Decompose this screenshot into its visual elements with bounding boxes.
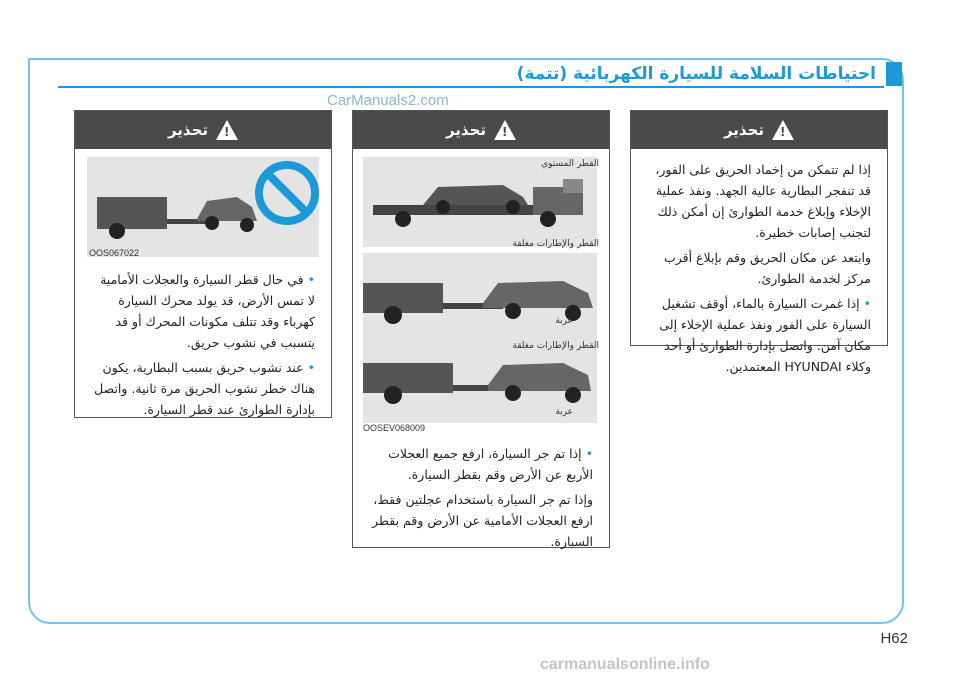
- image-code: OOSEV068009: [363, 423, 426, 433]
- image-code: OOS067022: [89, 248, 140, 258]
- flatbed-tow-illustration: [363, 157, 597, 247]
- wheel-lift-tow-illustration-1: [363, 253, 597, 343]
- prohibited-tow-illustration: [87, 157, 319, 257]
- warning-triangle-icon: !: [216, 120, 238, 140]
- title-marker: [886, 62, 902, 86]
- label-dolly-1: عربة: [555, 316, 573, 326]
- paragraph: وإذا تم جر السيارة باستخدام عجلتين فقط، ارفع العجلات الأمامية عن الأرض وقم بقطر السيارة.: [372, 492, 593, 549]
- warning-box-right: [630, 110, 888, 374]
- caption-wheel-lift-1: القطر والإطارات مغلقة: [512, 239, 599, 249]
- paragraph: وابتعد عن مكان الحريق وقم بإبلاغ أقرب مركز لخدمة الطوارئ.: [663, 250, 871, 286]
- tow-truck-prohibited-icon: [87, 157, 319, 257]
- title-underline: [58, 86, 884, 88]
- warning-body: [75, 259, 331, 434]
- caption-wheel-lift-2: القطر والإطارات مغلقة: [512, 341, 599, 351]
- section-title-bar: [517, 60, 902, 88]
- section-title: احتياطات السلامة للسيارة الكهربائية (تتمة): [516, 64, 876, 84]
- warning-heading: ! تحذير: [631, 111, 887, 149]
- warning-body: [353, 433, 609, 566]
- bullet-paragraph: • عند نشوب حريق بسبب البطارية، يكون هناك خطر نشوب الحريق مرة ثانية. واتصل بإدارة الطوارئ عند قطر السيارة.: [91, 357, 315, 420]
- warning-triangle-icon: !: [494, 120, 516, 140]
- watermark-bottom: carmanualsonline.info: [540, 656, 710, 673]
- watermark-top: CarManuals2.com: [327, 92, 449, 109]
- warning-body: [631, 149, 887, 391]
- label-dolly-2: عربة: [555, 407, 573, 417]
- bullet-paragraph: • إذا غمرت السيارة بالماء، أوقف تشغيل السيارة على الفور ونفذ عملية الإخلاء إلى مكان آمن. واتصل بإدارة الطوارئ أو أحد وكلاء HYUNDAI المعتمدين.: [647, 293, 871, 377]
- bullet-paragraph: • في حال قطر السيارة والعجلات الأمامية لا تمس الأرض، قد يولد محرك السيارة كهرباء وقد تتلف مكونات المحرك أو قد يتسبب في نشوب حريق.: [91, 269, 315, 353]
- page-number: H62: [880, 630, 908, 647]
- warning-heading: ! تحذير: [353, 111, 609, 149]
- wheel-lift-truck-icon: [363, 253, 597, 343]
- warning-triangle-icon: !: [772, 120, 794, 140]
- flatbed-truck-icon: [363, 157, 597, 247]
- warning-box-left: [74, 110, 332, 418]
- paragraph: إذا لم تتمكن من إخماد الحريق على الفور، قد تنفجر البطارية عالية الجهد. ونفذ عملية الإخلاء وإبلاغ خدمة الطوارئ إن أمكن ذلك لتجنب إصابات خطيرة.: [655, 162, 871, 240]
- warning-heading: ! تحذير: [75, 111, 331, 149]
- bullet-paragraph: • إذا تم جر السيارة، ارفع جميع العجلات الأربع عن الأرض وقم بقطر السيارة.: [369, 443, 593, 485]
- caption-flatbed: القطر المستوي: [541, 159, 599, 169]
- warning-box-middle: [352, 110, 610, 548]
